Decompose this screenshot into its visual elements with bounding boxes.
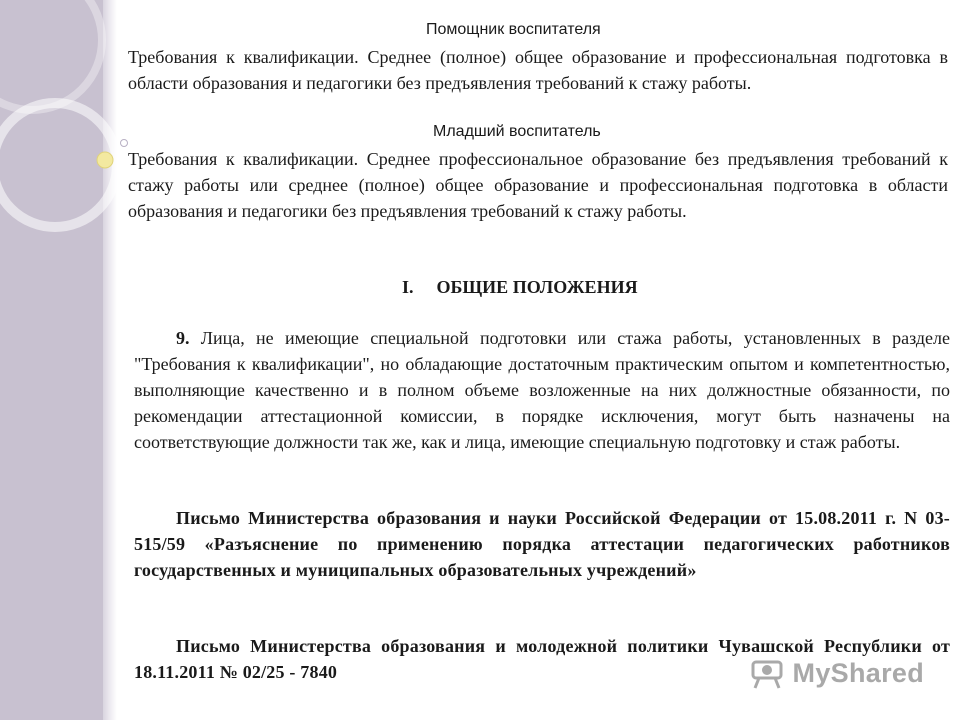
assistant-requirements: Требования к квалификации. Среднее (полное) общее образование и профессиональная подготовка в области образования и педагогики без предъявления требований к стажу работы.: [128, 47, 948, 93]
section-title: [402, 277, 638, 298]
item-9: [134, 325, 950, 455]
item-9-text: Лица, не имеющие специальной подготовки или стажа работы, установленных в разделе "Требования к квалификации", но обладающие достаточным практическим опытом и компетентностью, выполняющие качественно и в полном объеме возложенные на них должностные обязанности, по рекомендации аттестационной комиссии, в порядке исключения, могут быть назначены на соответствующие должности так же, как и лица, имеющие специальную подготовку и стаж работы.: [134, 328, 950, 452]
projector-icon: [749, 656, 789, 690]
assistant-heading: Помощник воспитателя: [426, 21, 601, 38]
letter-ministry-education: Письмо Министерства образования и науки Российской Федерации от 15.08.2011 г. N 03-515/59 «Разъяснение по применению порядка аттестации педагогических работников государственных и муниципальных образовательных учреждений»: [134, 508, 950, 580]
watermark-text: MyShared: [792, 657, 924, 688]
watermark: [749, 656, 924, 690]
junior-requirements: Требования к квалификации. Среднее профессиональное образование без предъявления требований к стажу работы или среднее (полное) общее образование и профессиональная подготовка в области образования и педагогики без предъявления требований к стажу работы.: [128, 149, 948, 221]
item-9-number: 9.: [176, 328, 190, 348]
document-page: [120, 0, 960, 720]
left-decor-panel: [0, 0, 105, 720]
section-number: I.: [402, 277, 414, 297]
letter-chuvash-ministry: Письмо Министерства образования и молодежной политики Чувашской Республики от 18.11.2011 № 02/25 - 7840: [134, 636, 950, 682]
section-title-text: ОБЩИЕ ПОЛОЖЕНИЯ: [436, 277, 638, 297]
junior-heading: Младший воспитатель: [433, 123, 601, 140]
left-panel-edge: [103, 0, 117, 720]
